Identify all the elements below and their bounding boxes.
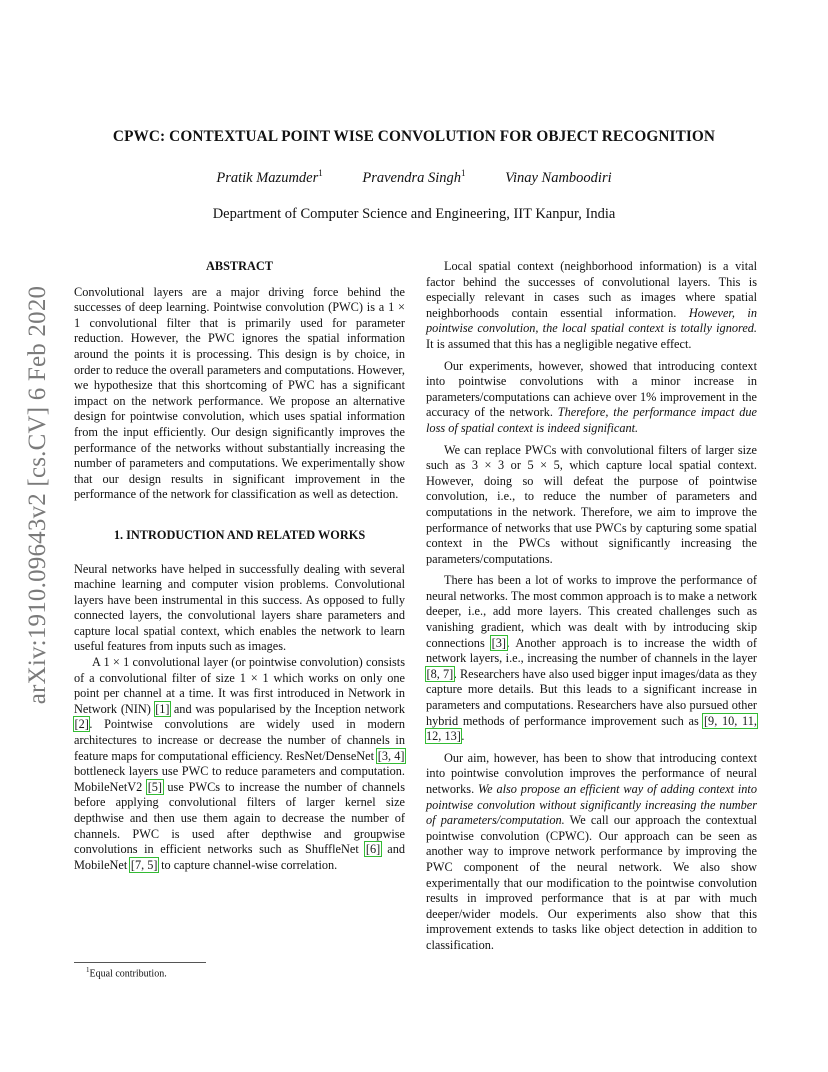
abstract-heading: ABSTRACT <box>206 259 273 273</box>
footnote: $^1$Equal contribution. <box>86 966 167 980</box>
citation-link[interactable]: [7, 5] <box>130 857 158 872</box>
footnote-rule <box>74 962 206 963</box>
author-list <box>0 168 828 187</box>
paper-title: CPWC: CONTEXTUAL POINT WISE CONVOLUTION FOR OBJECT RECOGNITION <box>112 128 716 145</box>
left-column <box>74 259 405 873</box>
paragraph: Local spatial context (neighborhood information) is a vital factor behind the successes of convolutional layers. This is especially relevant in cases such as images where spatial neighborhoods contain essential information. However, in pointwise convolution, the local spatial context is totally ignored. It is assumed that this has a negligible negative effect. <box>426 259 757 351</box>
citation-link[interactable]: [8, 7] <box>426 666 454 681</box>
citation-link[interactable]: [6] <box>365 842 381 857</box>
citation-link[interactable]: [1] <box>155 701 170 716</box>
citation-link[interactable]: [5] <box>147 779 163 794</box>
affiliation: Department of Computer Science and Engineering, IIT Kanpur, India <box>212 206 616 222</box>
paragraph: We can replace PWCs with convolutional filters of larger size such as 3 × 3 or 5 × 5, which capture local spatial context. However, doing so will defeat the purpose of pointwise convolution, i.e., to reduce the number of parameters and computations in the network. Therefore, we aim to improve the performance of networks that use PWCs by capturing some spatial context in the PWCs without significantly increasing the parameters/computations. <box>426 442 757 566</box>
author: Pratik Mazumder$^1$ <box>216 168 323 186</box>
author: Pravendra Singh$^1$ <box>362 168 466 186</box>
paragraph: A 1 × 1 convolutional layer (or pointwise convolution) consists of a convolutional filter of size 1 × 1 which works on only one point per channel at a time. It was first introduced in Network in Network (NIN) [1] and was popularised by the Inception network [2]. Pointwise convolutions are widely used in modern architectures to increase or decrease the number of channels in feature maps for computational efficiency. ResNet/DenseNet [3, 4] bottleneck layers use PWC to reduce parameters and computation. MobileNetV2 [5] use PWCs to increase the number of channels before applying convolutional filters of larger kernel size depthwise and then use them again to decrease the number of channels. PWC is used after depthwise and groupwise convolutions in efficient networks such as ShuffleNet [6] and MobileNet [7, 5] to capture channel-wise correlation. <box>74 655 405 872</box>
paragraph: Our experiments, however, showed that introducing context into pointwise convolutions with a minor increase in parameters/computations can achieve over 1% improvement in the accuracy of the network. Therefore, the performance impact due loss of spatial context is indeed significant. <box>426 358 757 435</box>
citation-link[interactable]: [3, 4] <box>377 748 405 763</box>
abstract-text: Convolutional layers are a major driving force behind the successes of deep learning. Pointwise convolution (PWC) is a 1 × 1 convolutional filter that is primarily used for parameter reduction. However, the PWC ignores the spatial information around the points it is processing. This design is by choice, in order to reduce the overall parameters and computations. However, we hypothesize that this shortcoming of PWC has a significant impact on the network performance. We propose an alternative design for pointwise convolution, which uses spatial information from the input efficiently. Our design significantly improves the performance of the networks without substantially increasing the number of parameters and computations. We experimentally show that our design results in significant improvement in the performance of the network for classification as well as detection. <box>74 284 405 502</box>
arxiv-identifier: arXiv:1910.09643v2 [cs.CV] 6 Feb 2020 <box>24 285 51 705</box>
citation-link[interactable]: [3] <box>491 635 507 650</box>
paragraph: There has been a lot of works to improve the performance of neural networks. The most common approach is to make a network deeper, i.e., add more layers. This created challenges such as vanishing gradient, which was dealt with by introducing skip connections [3]. Another approach is to increase the width of network layers, i.e., increasing the number of channels in the layer [8, 7]. Researchers have also used bigger input images/data as they capture more details. But this leads to a significant increase in parameters and computations. Researchers have also pursued other hybrid methods of performance improvement such as [9, 10, 11, 12, 13]. <box>426 573 758 744</box>
paragraph: Our aim, however, has been to show that introducing context into pointwise convolution improves the performance of neural networks. We also propose an efficient way of adding context into pointwise convolution without significantly increasing the number of parameters/computation. We call our approach the contextual pointwise convolution (CPWC). Our approach can be seen as another way to improve network performance by improving the PWC component of the neural network. We also show experimentally that our modification to the pointwise convolution results in improved performance that is at par with much deeper/wider models. Our experiments also show that this improvement extends to tasks like object detection in addition to classification. <box>426 750 758 952</box>
section-heading: 1. INTRODUCTION AND RELATED WORKS <box>113 527 366 542</box>
author: Vinay Namboodiri <box>505 169 612 186</box>
citation-link[interactable]: [9, 10, 11, 12, 13] <box>426 713 757 744</box>
right-column <box>426 259 757 954</box>
citation-link[interactable]: [2] <box>74 717 89 732</box>
paragraph: Neural networks have helped in successfully dealing with several machine learning and computer vision problems. Convolutional layers have been instrumental in this success. As opposed to fully connected layers, the convolutional layers share parameters and capture local spatial context, which enables the network to learn useful features from inputs such as images. <box>74 561 405 654</box>
